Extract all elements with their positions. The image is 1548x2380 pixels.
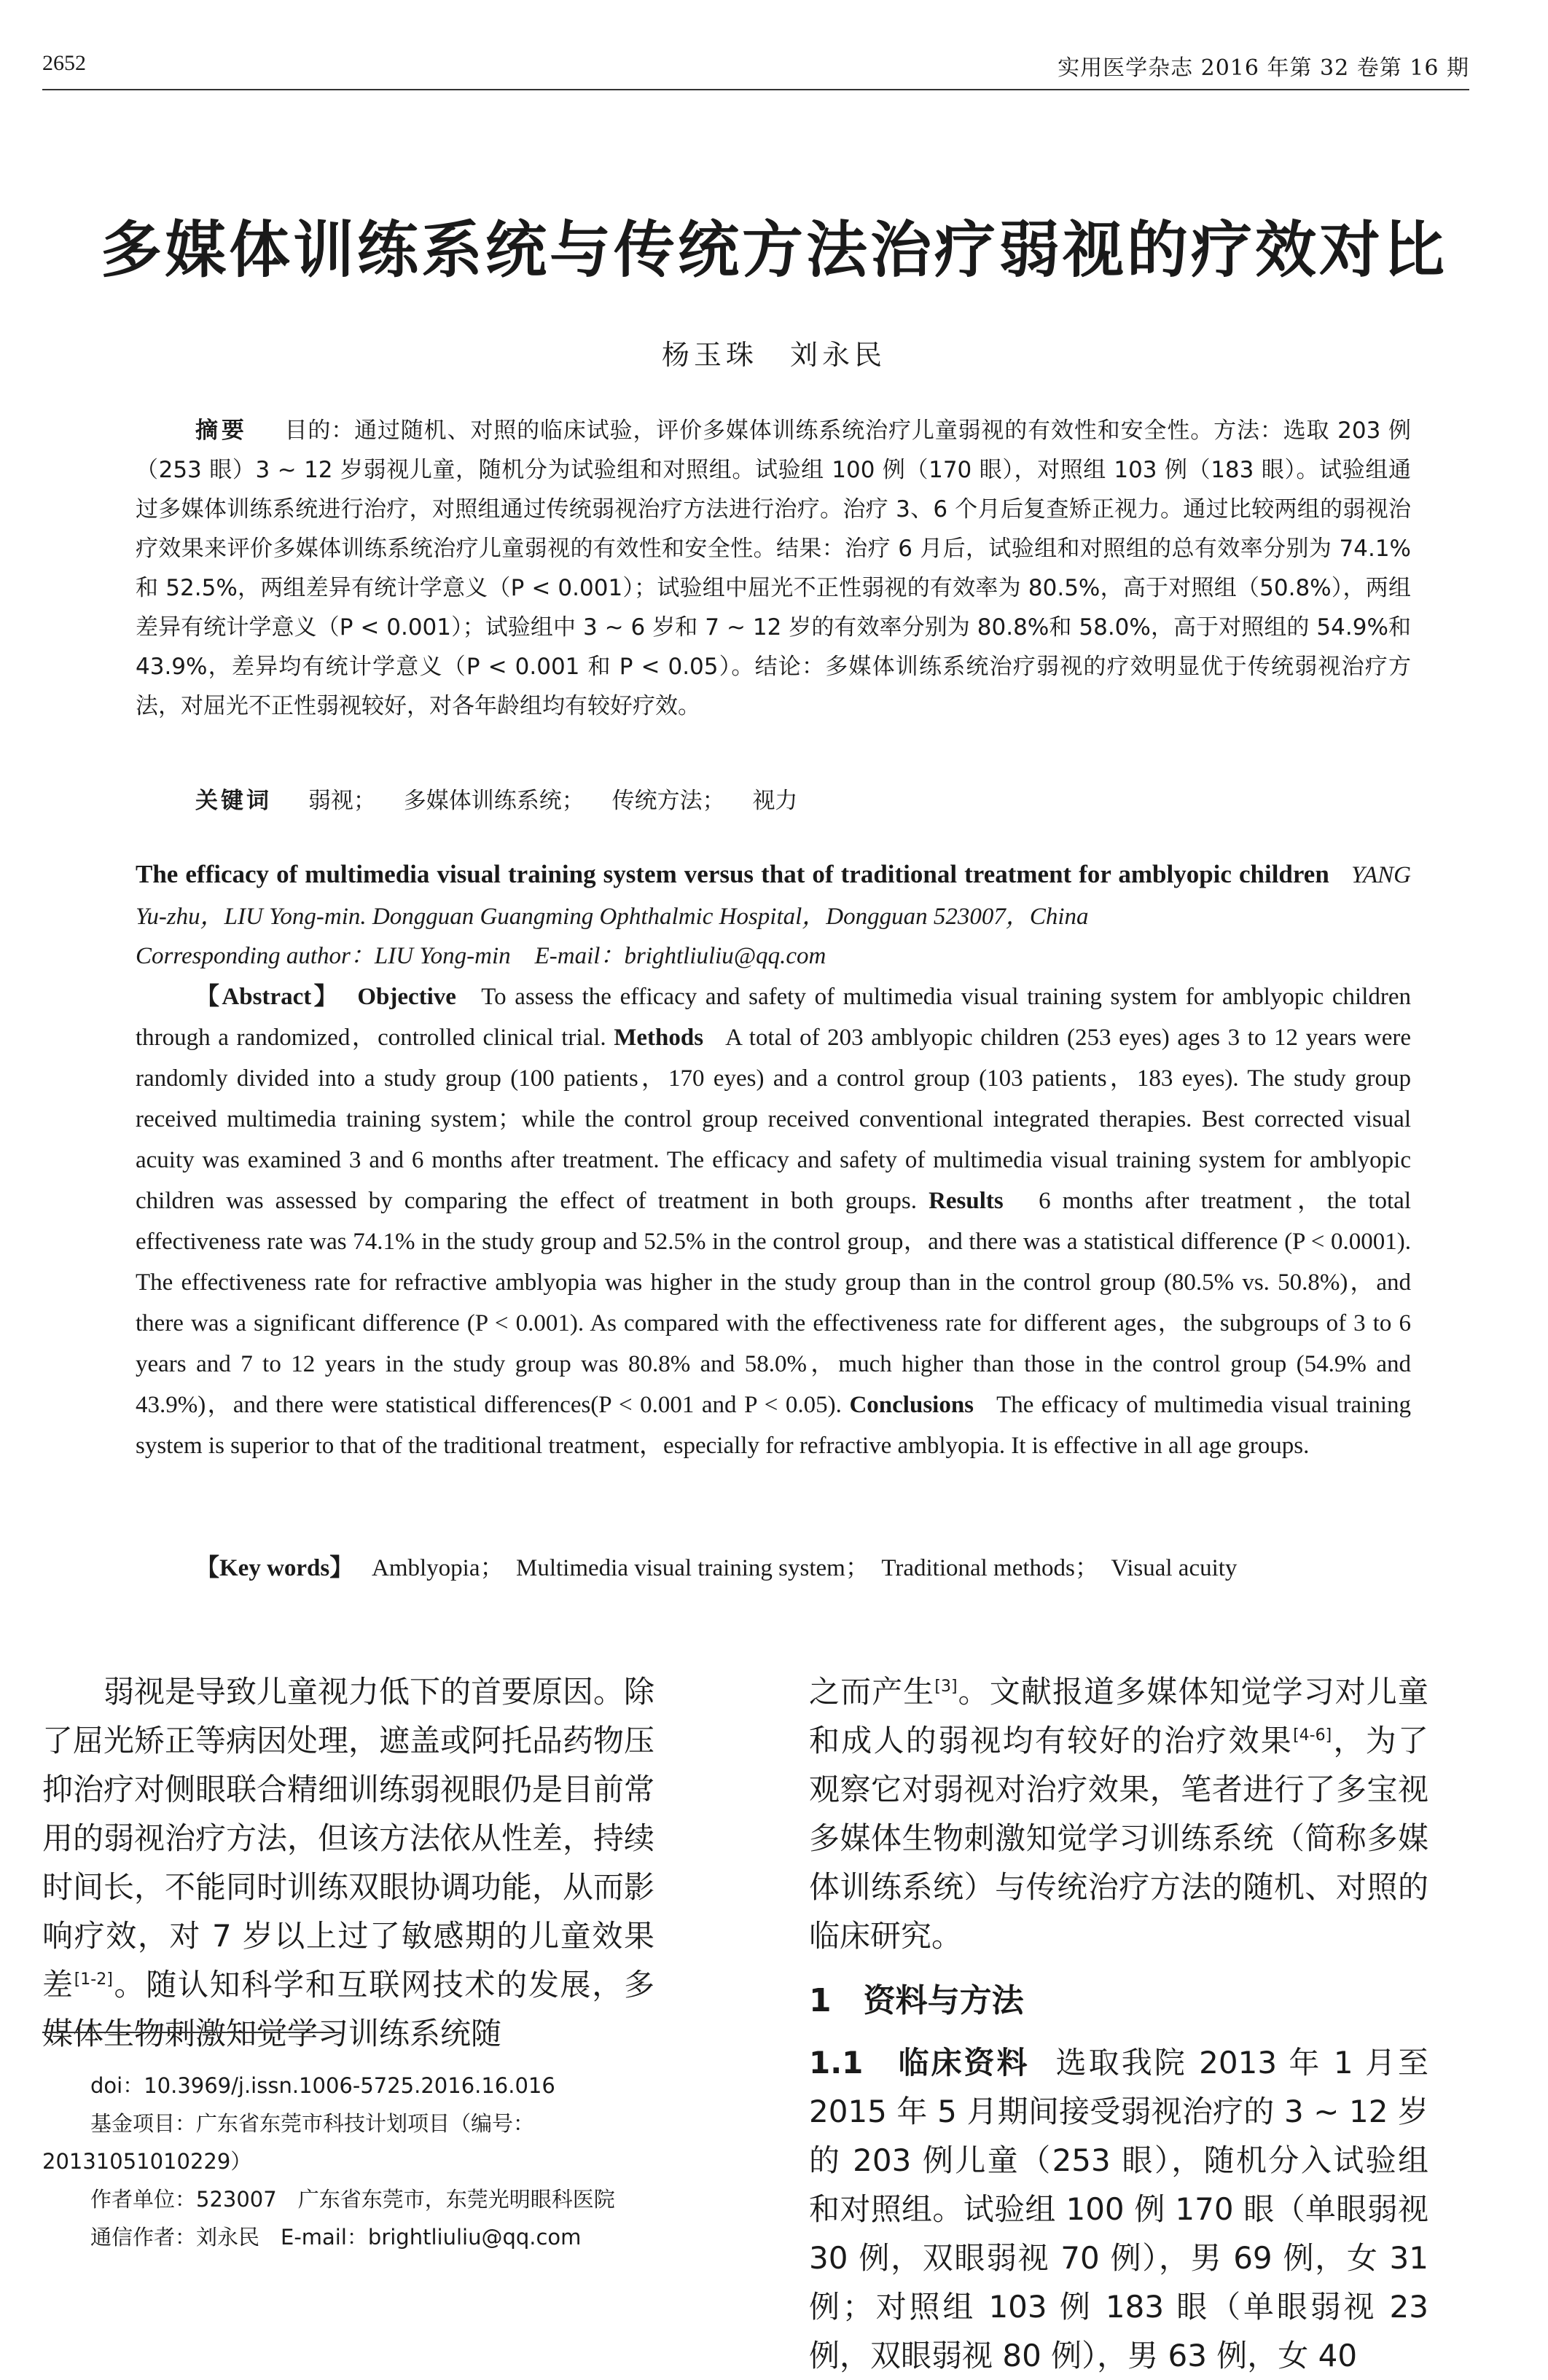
journal-info: 实用医学杂志 2016 年第 32 卷第 16 期 — [1058, 55, 1469, 81]
citation: [1-2] — [74, 1970, 113, 1989]
methods-label: Methods — [614, 1025, 704, 1051]
footnotes — [42, 2067, 764, 2256]
citation: [3] — [934, 1678, 958, 1696]
article-authors: 杨玉珠 刘永民 — [661, 339, 886, 371]
english-title-block — [136, 854, 1411, 937]
methods-text: A total of 203 amblyopic children (253 eyes) ages 3 to 12 years were randomly divided into a study group (100 patients，170 eyes) and a control group (103 patients，183 eyes). The study group received multimedia training system；while the control group received conventional integrated therapies. Best corrected visual acuity was examined 3 and 6 months after treatment. The efficacy and safety of multimedia visual training system for amblyopic children was assessed by comparing the effect of treatment in both groups. — [136, 1025, 1412, 1214]
english-title: The efficacy of multimedia visual training system versus that of traditional treatment for amblyopic children — [136, 860, 1329, 888]
corresponding-author: Corresponding author：LIU Yong-min E-mail：brightliuliu@qq.com — [136, 943, 826, 969]
objective-text: To assess the efficacy and safety of multimedia visual training system for amblyopic children through a randomized，controlled clinical trial. — [136, 984, 1412, 1051]
chinese-abstract-label: 摘要 — [195, 418, 248, 444]
keyword-item: 多媒体训练系统； — [403, 788, 585, 814]
footnote-fund-number: 20131051010229） — [42, 2149, 252, 2174]
conclusions-text: The efficacy of multimedia visual training system is superior to that of the traditional treatment，especially for refractive amblyopia. It is effective in all age groups. — [136, 1392, 1411, 1459]
body-paragraph — [42, 1667, 654, 2058]
body-text: 选取我院 2013 年 1 月至 2015 年 5 月期间接受弱视治疗的 3 ~ 12 岁的 203 例儿童（253 眼），随机分入试验组和对照组。试验组 100 例 170 眼（单眼弱视 30 例，双眼弱视 70 例），男 69 例，女 31 例；对照组 103 例 183 眼（单眼弱视 23 例，双眼弱视 80 例），男 63 例，女 40 — [809, 2045, 1428, 2373]
body-text: 之而产生 — [809, 1674, 935, 1710]
body-text: 。随认知科学和互联网技术的发展，多媒体生物刺激知觉学习训练系统随 — [42, 1967, 654, 2051]
english-abstract — [136, 976, 1411, 1466]
footnote-correspondence: 通信作者：刘永民 E-mail：brightliuliu@qq.com — [90, 2225, 582, 2250]
subsection-paragraph — [809, 2038, 1428, 2380]
english-keywords — [195, 1548, 1471, 1589]
conclusions-label: Conclusions — [849, 1392, 974, 1418]
body-text: 。文献报道多媒体知觉学习对儿童和成人的弱视均有较好的治疗效果 — [809, 1674, 1428, 1758]
keyword-item: 传统方法； — [611, 788, 725, 814]
footnote-doi: doi：10.3969/j.issn.1006-5725.2016.16.016 — [90, 2073, 555, 2098]
footnote-fund: 基金项目：广东省东莞市科技计划项目（编号： — [90, 2111, 535, 2136]
abstract-label: 【Abstract】 — [195, 984, 341, 1010]
chinese-abstract-text: 目的：通过随机、对照的临床试验，评价多媒体训练系统治疗儿童弱视的有效性和安全性。方法：选取 203 例（253 眼）3 ~ 12 岁弱视儿童，随机分为试验组和对照组。试验组 100 例（170 眼），对照组 103 例（183 眼）。试验组通过多媒体训练系统进行治疗，对照组通过传统弱视治疗方法进行治疗。治疗 3、6 个月后复查矫正视力。通过比较两组的弱视治疗效果来评价多媒体训练系统治疗儿童弱视的有效性和安全性。结果：治疗 6 月后，试验组和对照组的总有效率分别为 74.1%和 52.5%，两组差异有统计学意义（P < 0.001）；试验组中屈光不正性弱视的有效率为 80.5%，高于对照组（50.8%），两组差异有统计学意义（P < 0.001）；试验组中 3 ~ 6 岁和 7 ~ 12 岁的有效率分别为 80.8%和 58.0%，高于对照组的 54.9%和 43.9%，差异均有统计学意义（P < 0.001 和 P < 0.05）。结论：多媒体训练系统治疗弱视的疗效明显优于传统弱视治疗方法，对屈光不正性弱视较好，对各年龄组均有较好疗效。 — [136, 418, 1412, 719]
keyword-item: 弱视； — [308, 788, 376, 814]
footnote-affiliation: 作者单位：523007 广东省东莞市，东莞光明眼科医院 — [90, 2187, 615, 2212]
objective-label: Objective — [357, 984, 456, 1010]
article-title: 多媒体训练系统与传统方法治疗弱视的疗效对比 — [100, 214, 1447, 286]
results-text: 6 months after treatment，the total effectiveness rate was 74.1% in the study group and 52.5% in the control group，and there was a statistical difference (P < 0.0001). The effectiveness rate for refractive amblyopia was higher in the study group than in the control group (80.5% vs. 50.8%)，and there was a significant difference (P < 0.001). As compared with the effectiveness rate for different ages，the subgroups of 3 to 6 years and 7 to 12 years in the study group was 80.8% and 58.0%，much higher than those in the control group (54.9% and 43.9%)，and there were statistical differences(P < 0.001 and P < 0.05). — [136, 1188, 1411, 1418]
footnote-rule — [42, 2032, 341, 2033]
body-left-column — [42, 1667, 654, 2058]
chinese-keywords-label: 关键词 — [195, 788, 272, 814]
header-rule — [42, 89, 1469, 90]
keyword-item: 视力 — [752, 788, 798, 814]
chinese-keywords — [195, 781, 1405, 821]
section-heading: 1 资料与方法 — [809, 1982, 1024, 2019]
body-text: 弱视是导致儿童视力低下的首要原因。除了屈光矫正等病因处理，遮盖或阿托品药物压抑治疗对侧眼联合精细训练弱视眼仍是目前常用的弱视治疗方法，但该方法依从性差，持续时间长，不能同时训练双眼协调功能，从而影响疗效，对 7 岁以上过了敏感期的儿童效果差 — [42, 1674, 655, 2003]
subsection-label: 1.1 临床资料 — [809, 2045, 1030, 2080]
english-authors: YANG Yu-zhu，LIU Yong-min. Dongguan Guangming Ophthalmic Hospital，Dongguan 523007，China — [136, 862, 1412, 930]
page-number: 2652 — [42, 51, 86, 75]
chinese-abstract — [136, 411, 1411, 726]
results-label: Results — [929, 1188, 1004, 1214]
body-paragraph — [809, 1667, 1428, 1960]
citation: [4-6] — [1293, 1726, 1332, 1745]
body-text: ，为了观察它对弱视对治疗效果，笔者进行了多宝视多媒体生物刺激知觉学习训练系统（简称多媒体训练系统）与传统治疗方法的随机、对照的临床研究。 — [809, 1723, 1428, 1954]
english-keywords-text: Amblyopia； Multimedia visual training system； Traditional methods； Visual acuity — [372, 1555, 1238, 1581]
body-right-column — [809, 1667, 1428, 2380]
english-keywords-label: 【Key words】 — [195, 1555, 354, 1581]
